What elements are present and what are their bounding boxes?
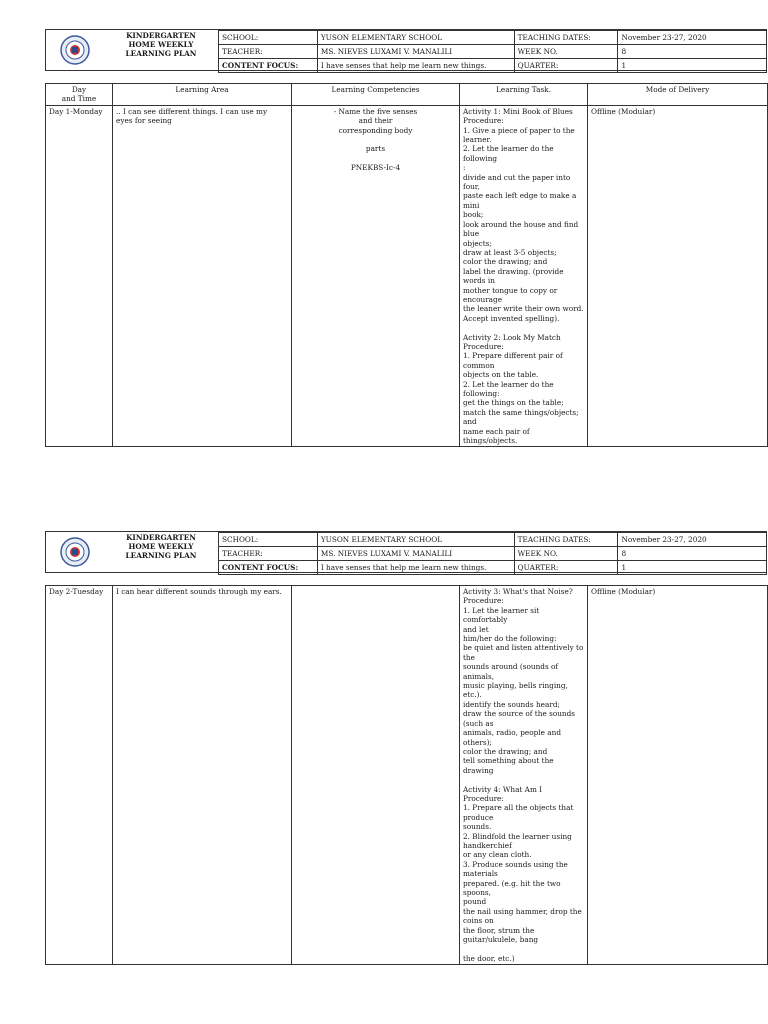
learning-plan-table-day2 [45,585,768,965]
header-learning-area: Learning Area [113,84,292,106]
deped-seal-icon [60,35,90,65]
week-value: 8 [618,547,767,561]
teacher-value: MS. NIEVES LUXAMI V. MANALILI [317,45,514,59]
header-day-time: Day and Time [46,84,113,106]
plan-title [104,30,218,70]
content-focus-label: CONTENT FOCUS: [219,561,318,575]
delivery-cell: Offline (Modular) [588,586,768,965]
plan-title-line-2: HOME WEEKLY [128,40,194,49]
table-row [46,105,768,447]
competency-cell: - Name the five senses and their corresponding body parts PNEKBS-Ic-4 [292,105,460,447]
plan-header [45,531,767,573]
header-learning-task: Learning Task. [460,84,588,106]
day-cell: Day 1-Monday [46,105,113,447]
learning-area-cell: I can hear different sounds through my ears. [113,586,292,965]
quarter-label: QUARTER: [514,59,618,73]
header-competencies: Learning Competencies [292,84,460,106]
deped-seal-icon [60,537,90,567]
teaching-dates-label: TEACHING DATES: [514,31,618,45]
learning-task-cell: Activity 1: Mini Book of Blues Procedure: 1. Give a piece of paper to the learner. 2. Let the learner do the following : divide and cut the paper into four, paste each left edge to make a mini book; look around the house and find blue objects; draw at least 3-5 objects; color the drawing; and label the drawing. (provide words in mother tongue to copy or encourage the leaner write their own word. Accept invented spelling). Activity 2: Look My Match Procedure: 1. Prepare different pair of common objects on the table. 2. Let the learner do the following: get the things on the table; match the same things/objects; and name each pair of things/objects. [460,105,588,447]
teaching-dates-value: November 23-27, 2020 [618,533,767,547]
school-value: YUSON ELEMENTARY SCHOOL [317,533,514,547]
content-focus-value: I have senses that help me learn new things. [317,561,514,575]
teacher-value: MS. NIEVES LUXAMI V. MANALILI [317,547,514,561]
quarter-value: 1 [618,59,767,73]
content-focus-label: CONTENT FOCUS: [219,59,318,73]
school-value: YUSON ELEMENTARY SCHOOL [317,31,514,45]
plan-title-line-1: KINDERGARTEN [126,533,196,542]
plan-title [104,532,218,572]
table-row [46,586,768,965]
competency-cell [292,586,460,965]
learning-task-cell: Activity 3: What's that Noise? Procedure: 1. Let the learner sit comfortably and let him/her do the following: be quiet and listen attentively to the sounds around (sounds of animals, music playing, bells ringing, etc.). identify the sounds heard; draw the source of the sounds (such as animals, radio, people and others); color the drawing; and tell something about the drawing Activity 4: What Am I Procedure: 1. Prepare all the objects that produce sounds. 2. Blindfold the learner using handkerchief or any clean cloth. 3. Produce sounds using the materials prepared. (e.g. hit the two spoons, pound the nail using hammer, drop the coins on the floor, strum the guitar/ukulele, bang the door, etc.) [460,586,588,965]
day-cell: Day 2-Tuesday [46,586,113,965]
learning-plan-table-day1 [45,83,768,447]
quarter-value: 1 [618,561,767,575]
plan-title-line-3: LEARNING PLAN [125,551,197,560]
week-label: WEEK NO. [514,45,618,59]
header-meta-table [218,30,767,73]
delivery-cell: Offline (Modular) [588,105,768,447]
teaching-dates-value: November 23-27, 2020 [618,31,767,45]
plan-header [45,29,767,71]
teaching-dates-label: TEACHING DATES: [514,533,618,547]
week-value: 8 [618,45,767,59]
plan-title-line-2: HOME WEEKLY [128,542,194,551]
header-mode-of-delivery: Mode of Delivery [588,84,768,106]
school-label: SCHOOL: [219,31,318,45]
content-focus-value: I have senses that help me learn new things. [317,59,514,73]
logo-cell [46,532,104,572]
teacher-label: TEACHER: [219,45,318,59]
logo-cell [46,30,104,70]
week-label: WEEK NO. [514,547,618,561]
school-label: SCHOOL: [219,533,318,547]
teacher-label: TEACHER: [219,547,318,561]
plan-title-line-1: KINDERGARTEN [126,31,196,40]
plan-title-line-3: LEARNING PLAN [125,49,197,58]
header-meta-table [218,532,767,575]
quarter-label: QUARTER: [514,561,618,575]
learning-area-cell: .. I can see different things. I can use my eyes for seeing [113,105,292,447]
